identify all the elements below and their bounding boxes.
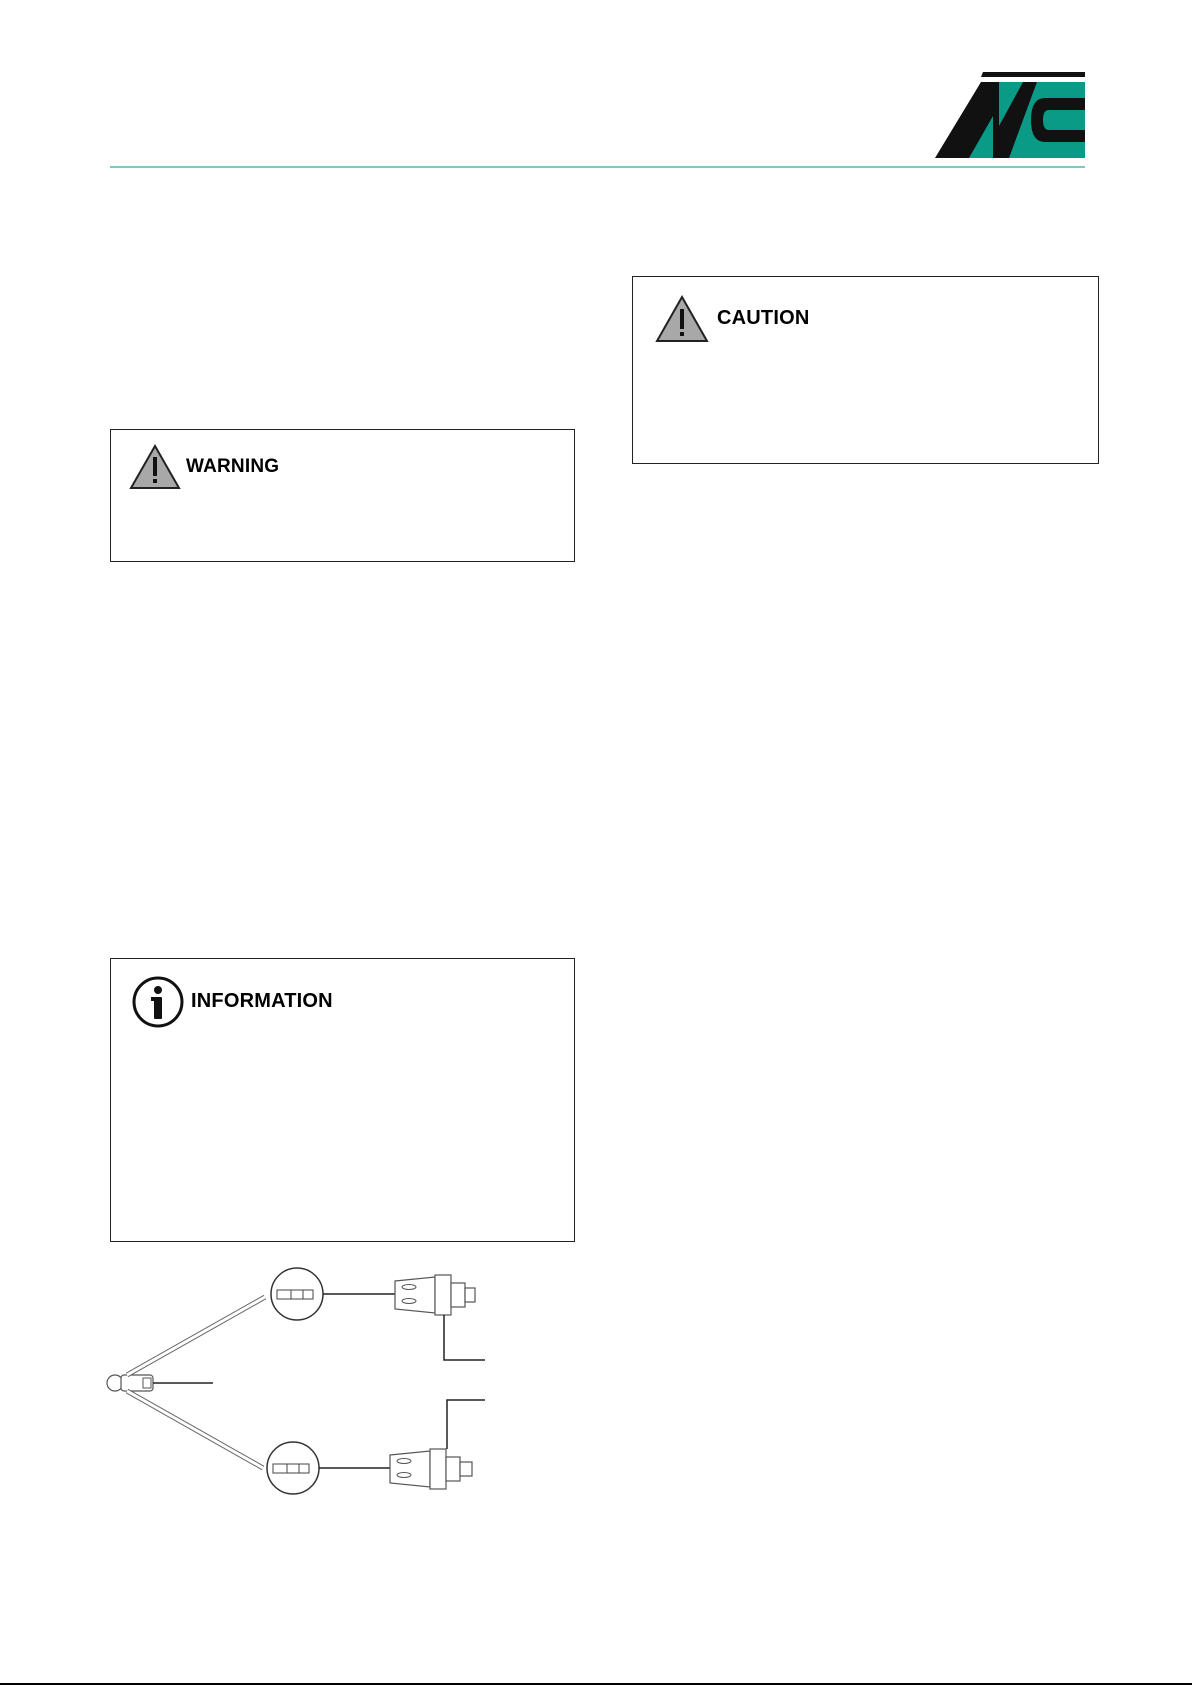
warning-triangle-icon [129, 444, 181, 490]
warning-triangle-icon [655, 295, 709, 343]
information-title: INFORMATION [191, 990, 333, 1012]
header-rule [110, 166, 1085, 168]
y-cable-connector-diagram [105, 1255, 505, 1505]
lower-xlr-connector [390, 1449, 472, 1489]
info-circle-icon [131, 975, 185, 1029]
caution-title: CAUTION [717, 307, 810, 329]
information-box [110, 958, 575, 1242]
warning-title: WARNING [186, 456, 280, 477]
caution-box [632, 276, 1099, 464]
upper-xlr-connector [395, 1275, 475, 1315]
mc-logo [935, 72, 1085, 158]
warning-box [110, 429, 575, 562]
